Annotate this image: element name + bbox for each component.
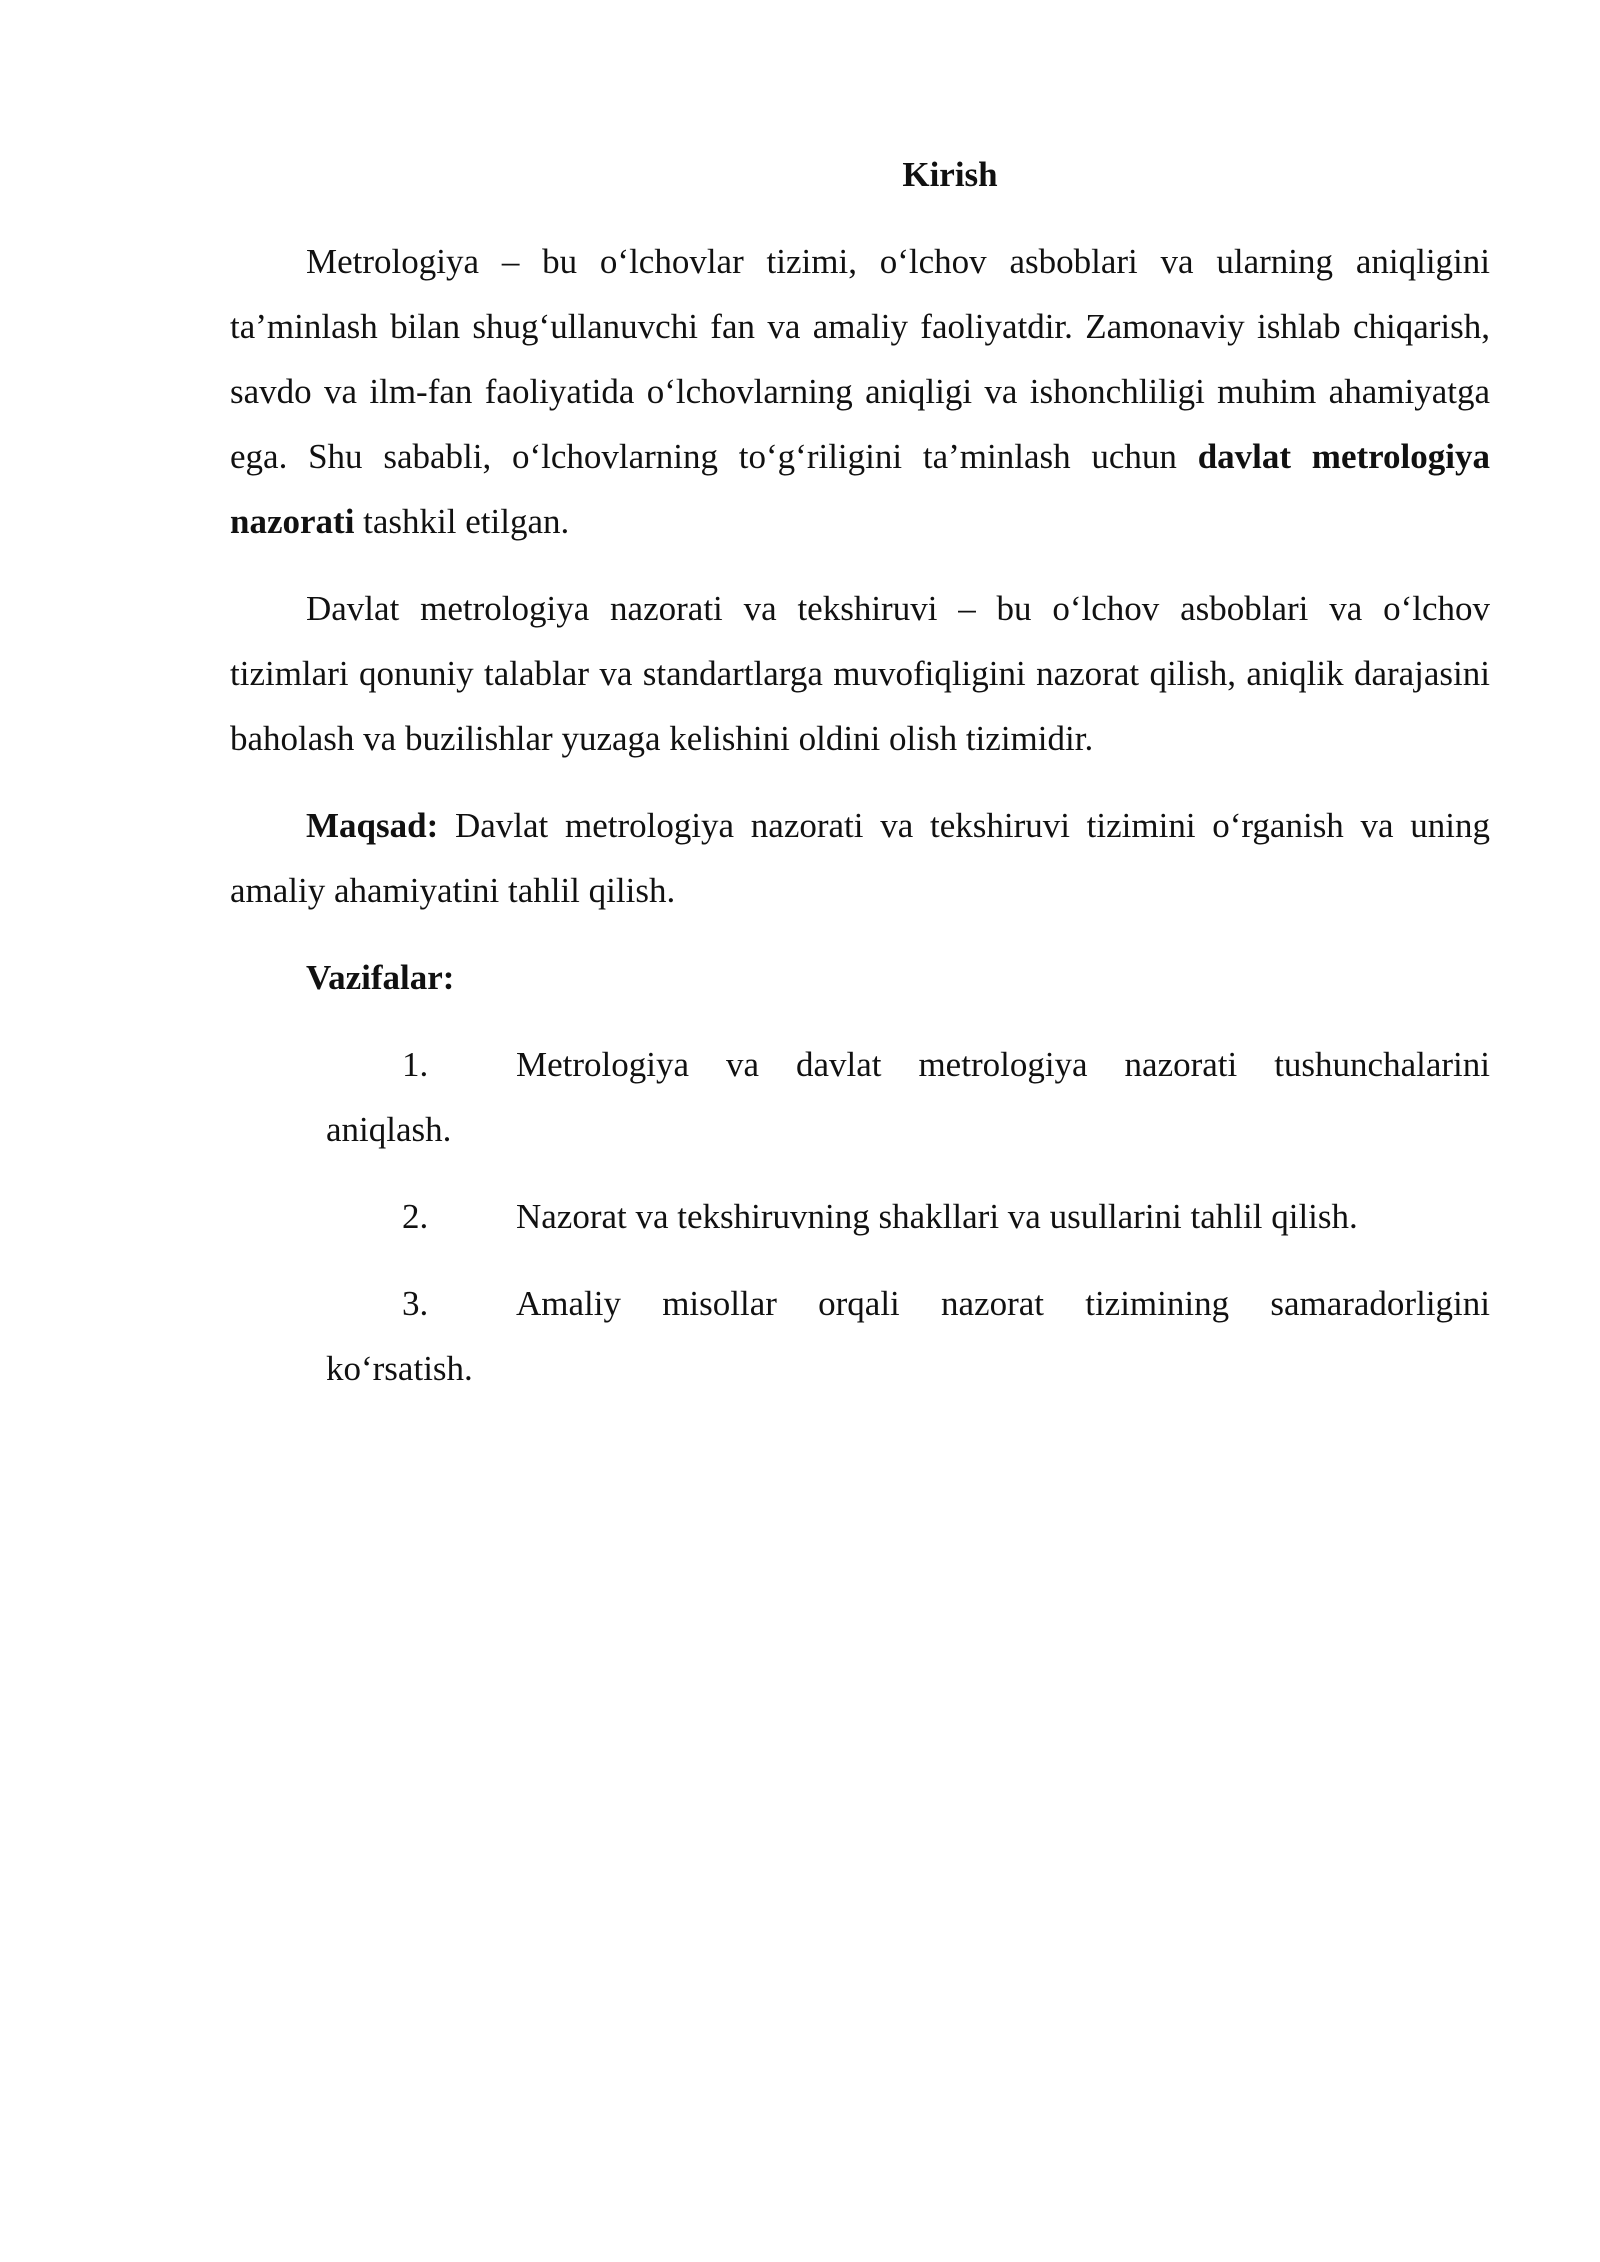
task-number: 1.	[402, 1045, 429, 1084]
task-line	[326, 1271, 1490, 1336]
tasks-heading: Vazifalar:	[306, 958, 455, 997]
intro-paragraph	[230, 229, 1490, 554]
task-number: 2.	[402, 1197, 429, 1236]
task-text-continuation: ko‘rsatish.	[326, 1349, 473, 1388]
definition-paragraph: Davlat metrologiya nazorati va tekshiruvi – bu o‘lchov asboblari va o‘lchov tizimlari qonuniy talablar va standartlarga muvofiqligini nazorat qilish, aniqlik darajasini baholash va buzilishlar yuzaga kelishini oldini olish tizimidir.	[230, 589, 1490, 758]
goal-text: Davlat metrologiya nazorati va tekshiruvi tizimini o‘rganish va uning amaliy ahamiyatini tahlil qilish.	[230, 806, 1490, 910]
document-body	[230, 142, 1490, 1423]
task-text: Amaliy misollar orqali nazorat tizimining samaradorligini	[516, 1284, 1490, 1323]
task-line	[326, 1032, 1490, 1097]
list-item	[326, 1271, 1490, 1401]
tasks-list	[230, 1032, 1490, 1401]
task-line	[326, 1184, 1490, 1249]
intro-paragraph-text: Metrologiya – bu o‘lchovlar tizimi, o‘lchov asboblari va ularning aniqligini ta’minlash bilan shug‘ullanuvchi fan va amaliy faoliyatdir. Zamonaviy ishlab chiqarish, savdo va ilm-fan faoliyatida o‘lchovlarning aniqligi va ishonchliligi muhim ahamiyatga ega. Shu sababli, o‘lchovlarning to‘g‘riligini ta’minlash uchun	[230, 242, 1490, 476]
list-item	[326, 1184, 1490, 1249]
section-heading: Kirish	[902, 155, 998, 194]
task-text: Nazorat va tekshiruvning shakllari va usullarini tahlil qilish.	[516, 1197, 1358, 1236]
intro-paragraph-tail: tashkil etilgan.	[354, 502, 570, 541]
task-text-continuation: aniqlash.	[326, 1110, 452, 1149]
intro-paragraph-bold-term: davlat metrologiya nazorati	[230, 437, 1490, 541]
task-text: Metrologiya va davlat metrologiya nazorati tushunchalarini	[516, 1045, 1490, 1084]
goal-paragraph	[230, 793, 1490, 923]
goal-label: Maqsad:	[306, 806, 439, 845]
task-number: 3.	[402, 1284, 429, 1323]
list-item	[326, 1032, 1490, 1162]
